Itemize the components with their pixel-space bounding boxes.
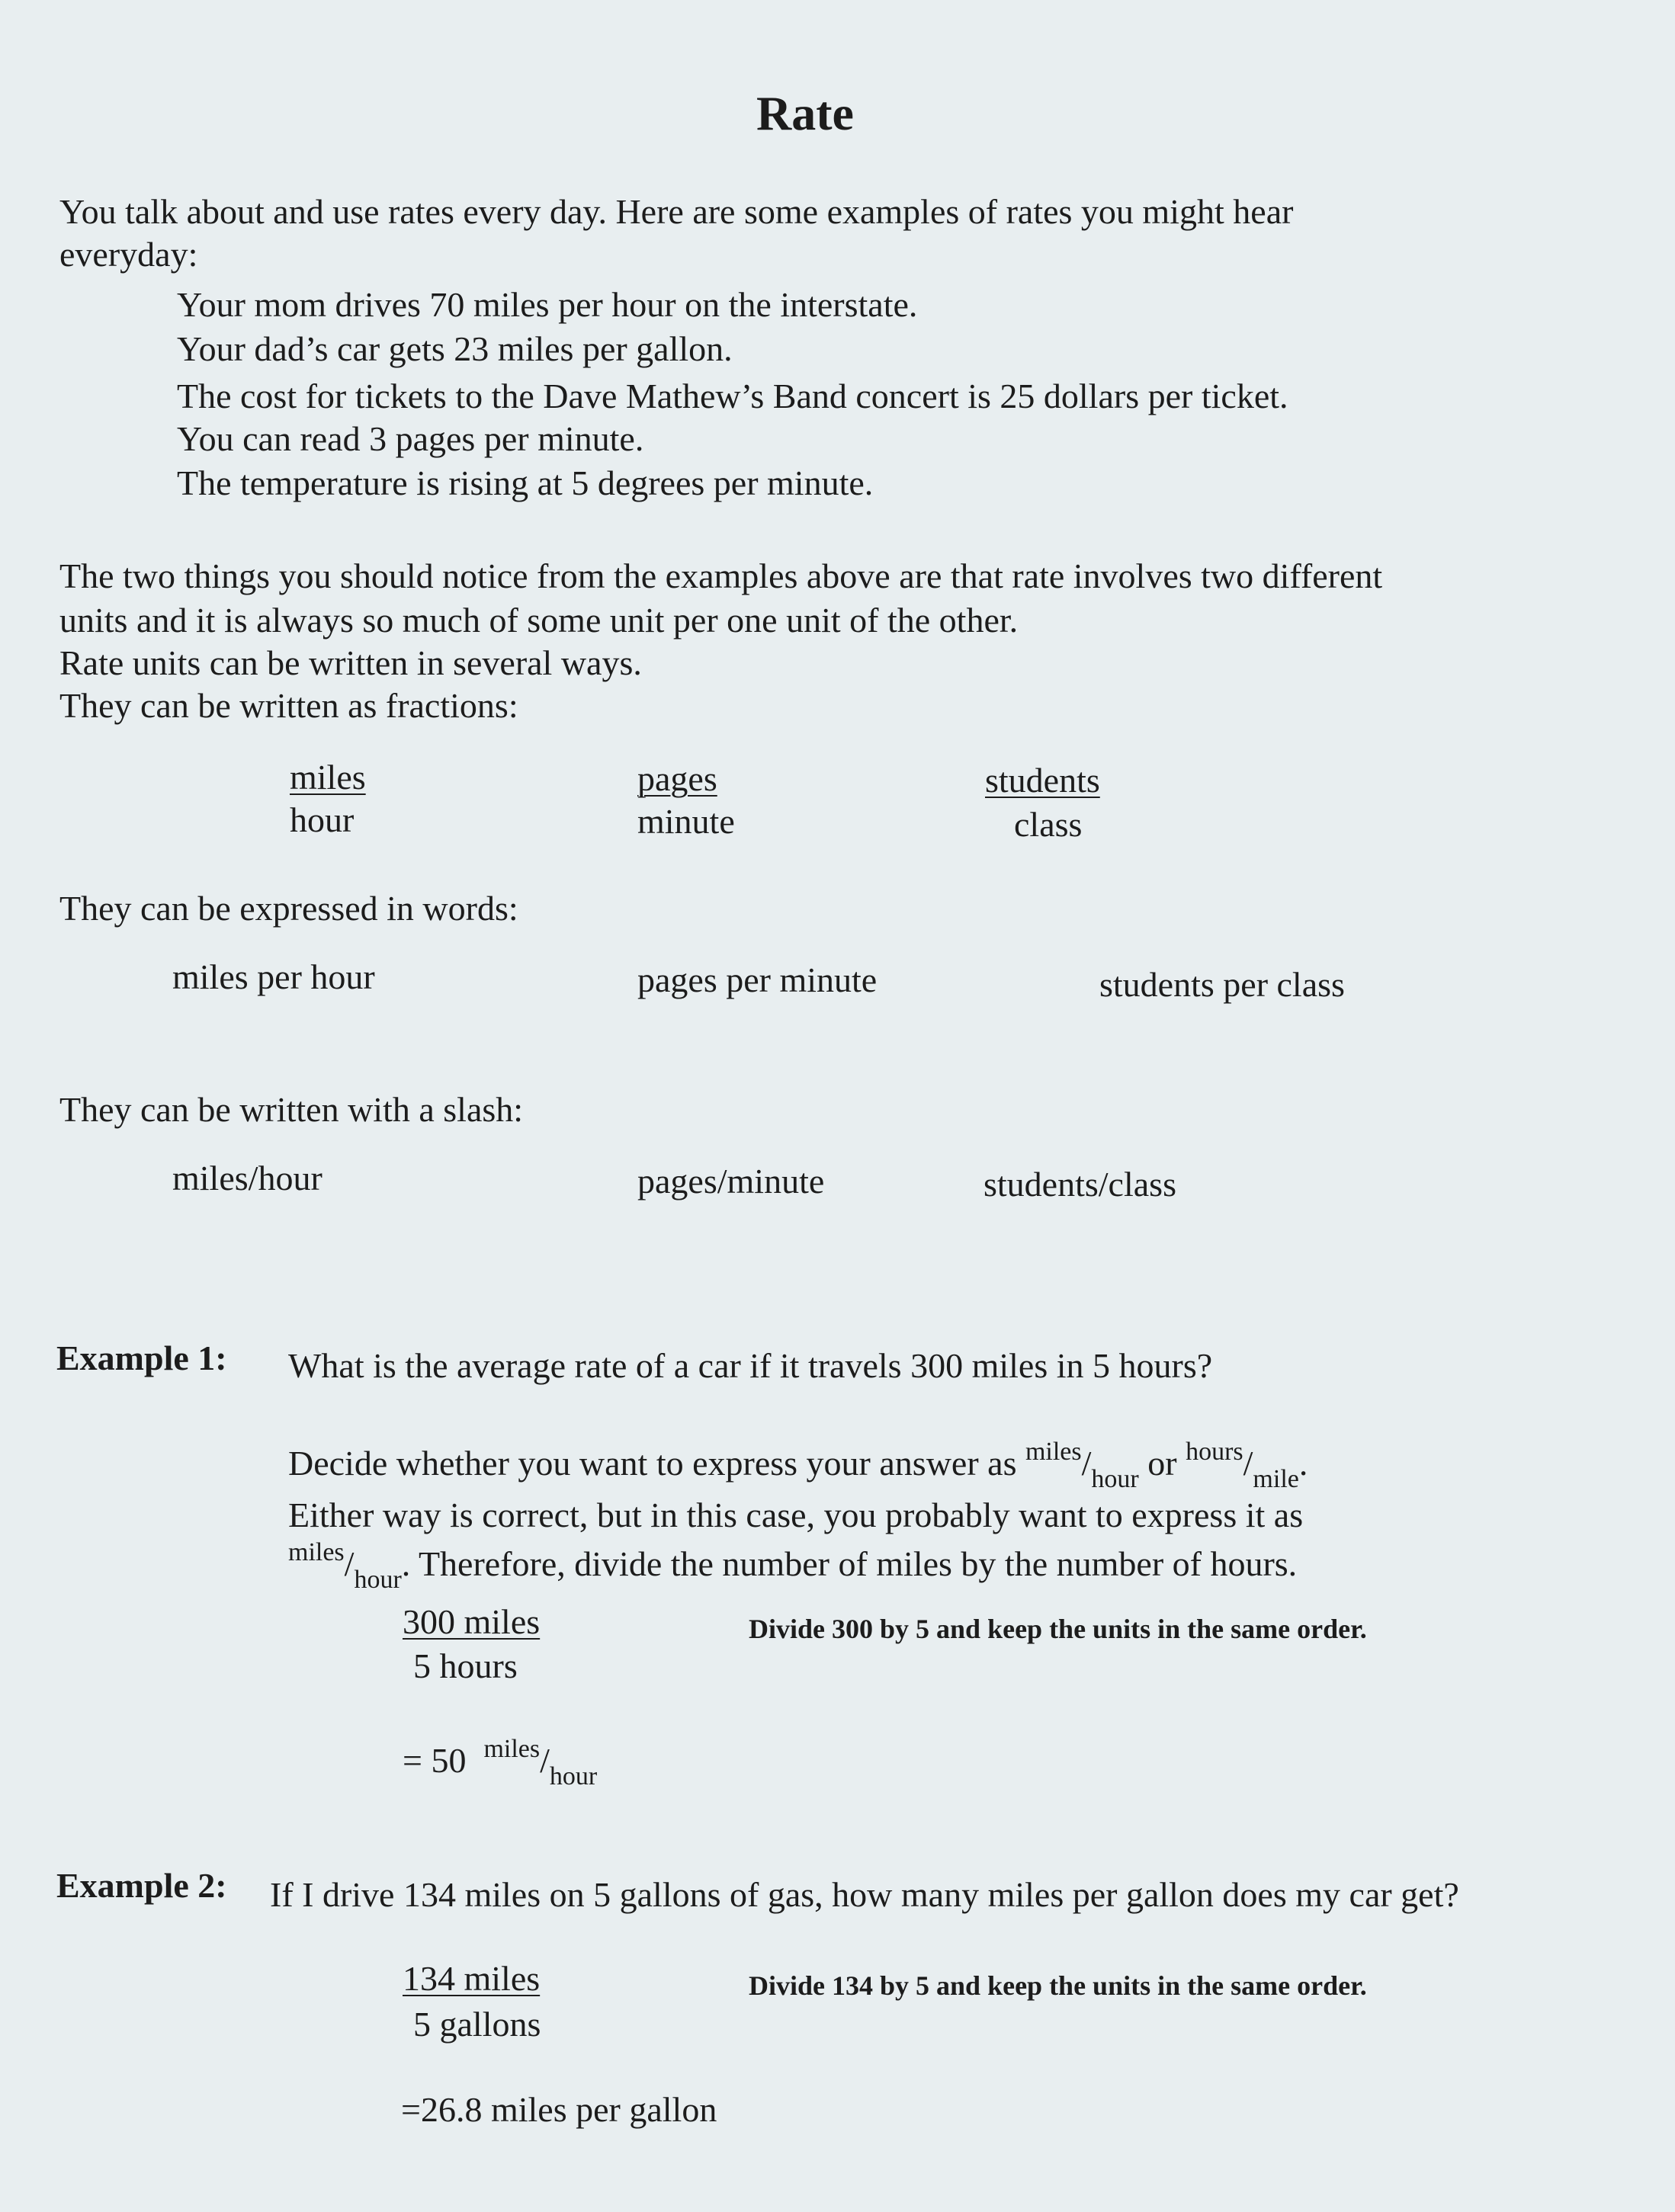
slash-rate: miles/hour <box>172 1159 322 1197</box>
unit-denominator: hour <box>1091 1465 1139 1493</box>
unit-denominator: hour <box>354 1566 402 1594</box>
notice-line-3: Rate units can be written in several ways. <box>59 643 642 682</box>
fraction-numerator: miles <box>290 758 366 797</box>
example-2-label: Example 2: <box>56 1866 227 1905</box>
notice-line-4: They can be written as fractions: <box>59 686 518 725</box>
unit-numerator: miles <box>483 1735 541 1763</box>
example-2-fraction-numerator: 134 miles <box>403 1959 541 1998</box>
example-2-result: =26.8 miles per gallon <box>401 2090 717 2129</box>
unit-denominator: mile <box>1253 1465 1299 1493</box>
word-rate: miles per hour <box>172 957 375 996</box>
example-1-note: Divide 300 by 5 and keep the units in the same order. <box>749 1614 1367 1644</box>
equals-sign: = <box>403 1741 422 1780</box>
example-1-therefore-line: $^{miles}/_{hour}$. Therefore, divide the number of miles by the number of hours. <box>288 1538 1298 1594</box>
fraction-numerator: students <box>985 761 1100 800</box>
example-1-fraction-numerator: 300 miles <box>403 1602 541 1641</box>
words-heading: They can be expressed in words: <box>59 889 518 928</box>
example-rate-item: Your dad’s car gets 23 miles per gallon. <box>177 329 733 368</box>
notice-line-1: The two things you should notice from the examples above are that rate involves two different <box>59 556 1383 595</box>
slash-rate: pages/minute <box>637 1162 825 1201</box>
example-1-result: = 50 $^{miles}/_{hour}$ <box>403 1735 598 1790</box>
fraction-denominator: class <box>1014 805 1083 844</box>
page-title: Rate <box>756 86 854 140</box>
example-rate-item: The cost for tickets to the Dave Mathew’s Band concert is 25 dollars per ticket. <box>177 377 1288 415</box>
example-1-fraction-denominator: 5 hours <box>413 1646 518 1685</box>
decide-text: Decide whether you want to express your answer as <box>288 1444 1017 1483</box>
unit-denominator: hour <box>549 1762 598 1790</box>
intro-line-2: everyday: <box>59 235 198 274</box>
slash-heading: They can be written with a slash: <box>59 1090 524 1129</box>
example-2-fraction-denominator: 5 gallons <box>413 2005 541 2044</box>
fraction-denominator: hour <box>290 800 355 839</box>
unit-numerator: miles <box>288 1538 345 1566</box>
result-value: 50 <box>431 1741 467 1780</box>
unit-numerator: miles <box>1025 1438 1082 1466</box>
fraction-denominator: minute <box>637 802 735 841</box>
example-rate-item: The temperature is rising at 5 degrees per minute. <box>177 463 874 502</box>
example-1-decide-line: Decide whether you want to express your answer as $^{miles}/_{hour}$ or $^{hours}/_{mile}$. <box>288 1438 1308 1493</box>
word-rate: pages per minute <box>637 960 878 999</box>
unit-numerator: hours <box>1186 1438 1243 1466</box>
example-2-note: Divide 134 by 5 and keep the units in the same order. <box>749 1970 1367 2001</box>
example-1-either-line: Either way is correct, but in this case, you probably want to express it as <box>288 1496 1304 1534</box>
intro-line-1: You talk about and use rates every day. Here are some examples of rates you might hear <box>59 192 1294 231</box>
period: . <box>401 1544 411 1583</box>
example-1-label: Example 1: <box>56 1338 227 1377</box>
word-rate: students per class <box>1099 965 1345 1004</box>
example-rate-item: Your mom drives 70 miles per hour on the interstate. <box>177 285 918 324</box>
therefore-text: Therefore, divide the number of miles by the number of hours. <box>418 1544 1298 1583</box>
example-1-question: What is the average rate of a car if it travels 300 miles in 5 hours? <box>288 1346 1213 1385</box>
example-2-question: If I drive 134 miles on 5 gallons of gas, how many miles per gallon does my car get? <box>270 1875 1459 1914</box>
slash-rate: students/class <box>984 1165 1176 1204</box>
period: . <box>1298 1444 1308 1483</box>
example-rate-item: You can read 3 pages per minute. <box>177 419 644 458</box>
or-word: or <box>1147 1444 1177 1483</box>
fraction-numerator: pages <box>637 759 717 798</box>
notice-line-2: units and it is always so much of some unit per one unit of the other. <box>59 601 1019 640</box>
